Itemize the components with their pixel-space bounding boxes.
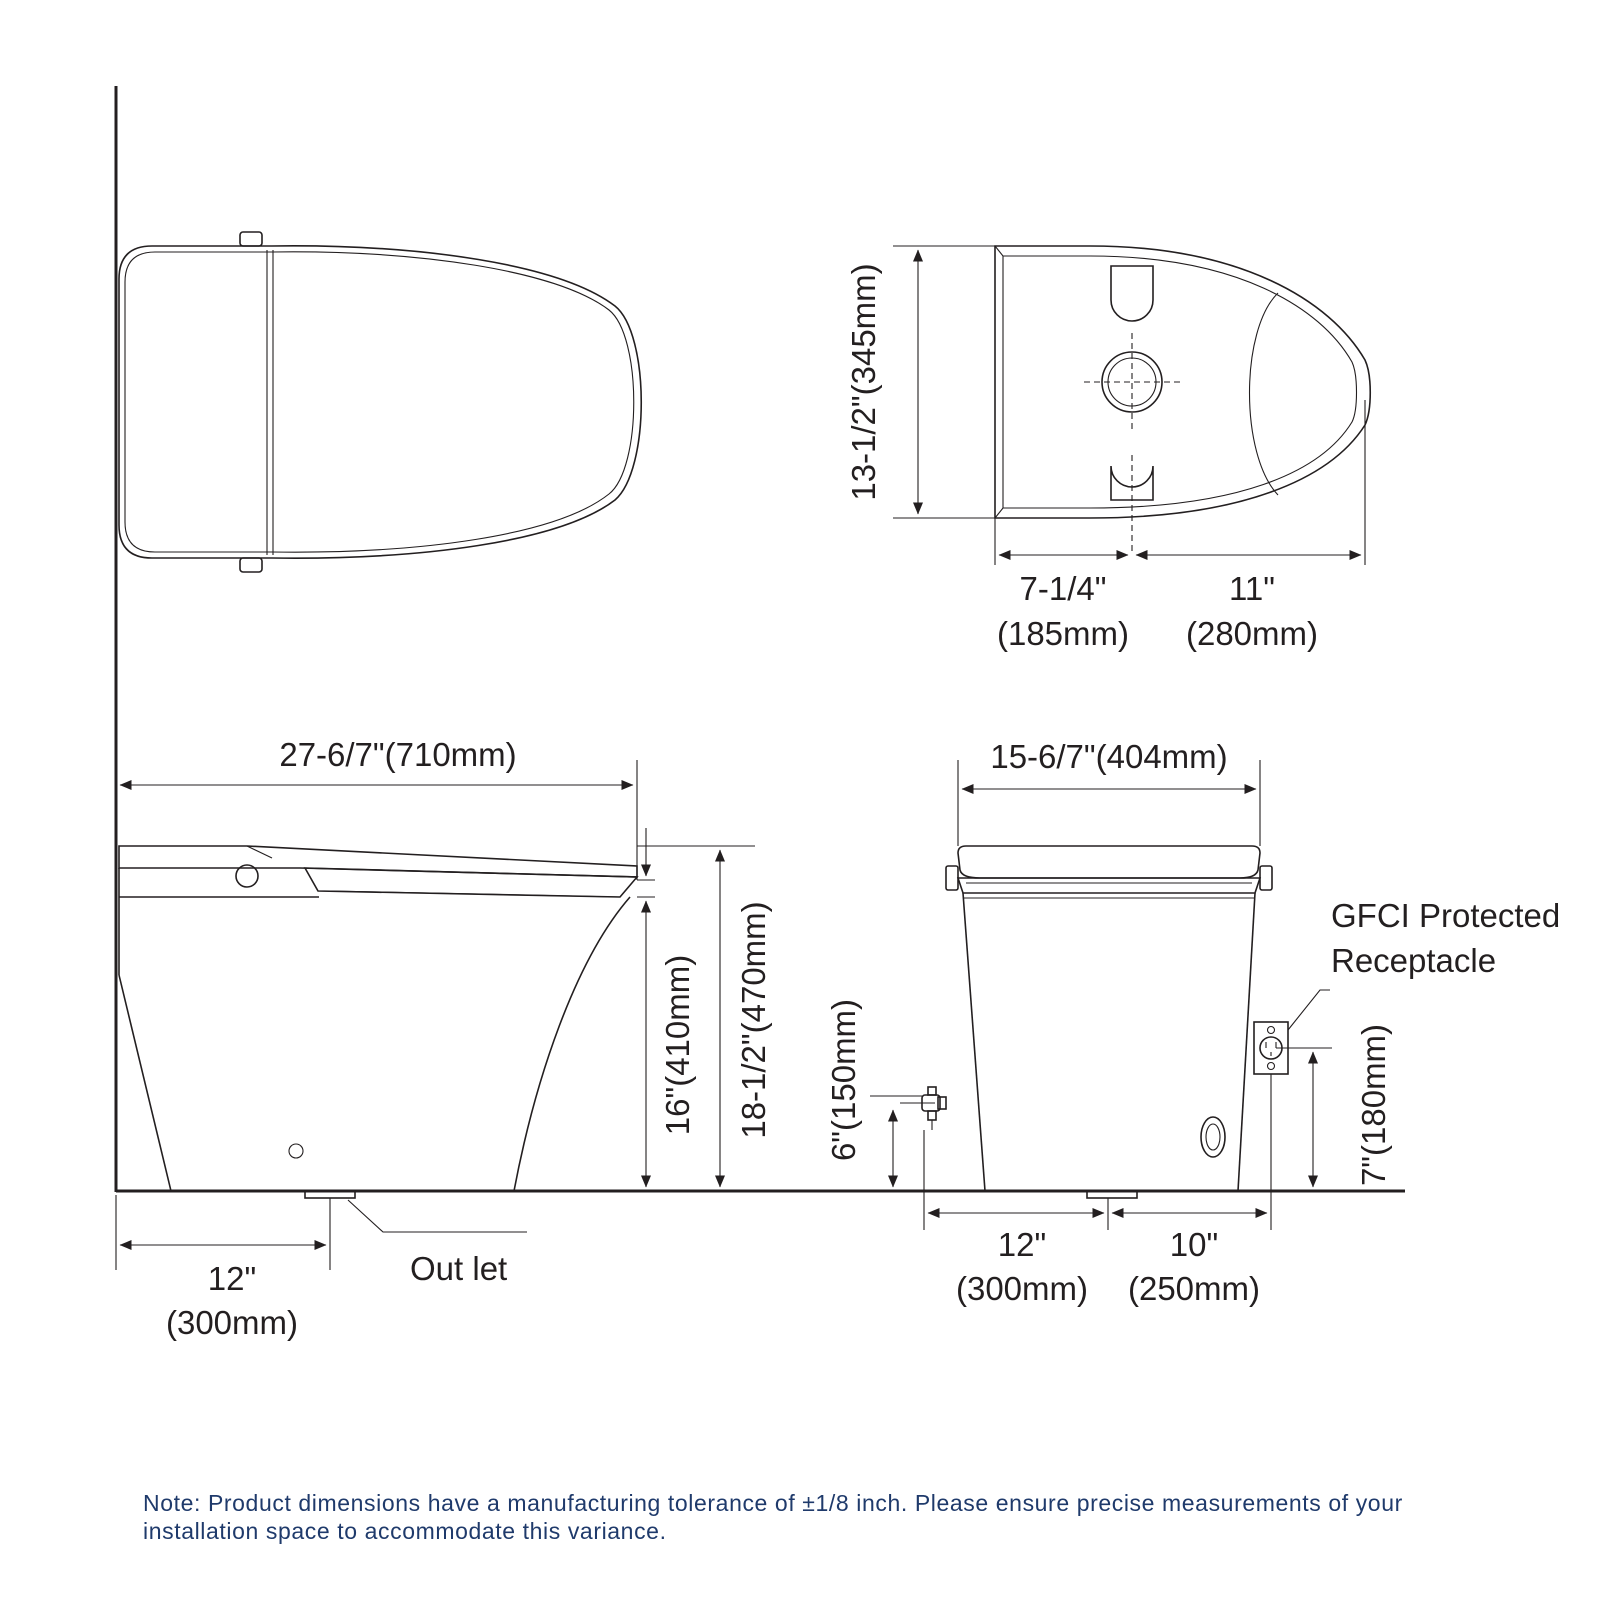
dim-depth-label: 13-1/2"(345mm) — [845, 263, 882, 501]
side-view-toilet — [119, 846, 637, 1198]
dim-water-valve-height-label: 6"(150mm) — [825, 998, 862, 1162]
dim-outlet-to-receptacle-inch: 10" — [1169, 1226, 1219, 1263]
dim-width-label: 15-6/7"(404mm) — [990, 738, 1228, 775]
water-supply-valve — [900, 1087, 946, 1130]
dim-to-center-mm: (185mm) — [996, 615, 1130, 652]
receptacle-label-line2: Receptacle — [1331, 942, 1497, 979]
outlet-label: Out let — [410, 1250, 508, 1287]
top-view-seat-lid — [119, 232, 641, 572]
bottom-footprint-view — [995, 246, 1370, 555]
mounting-slot-bottom — [1111, 466, 1153, 500]
dim-total-height-label: 18-1/2"(470mm) — [735, 901, 772, 1139]
side-button-right — [1260, 866, 1272, 890]
receptacle-label-line1: GFCI Protected — [1331, 897, 1561, 934]
dim-outlet-to-receptacle-mm: (250mm) — [1127, 1270, 1261, 1307]
dim-outlet-distance-inch: 12" — [207, 1260, 257, 1297]
front-view-dimension-lines — [870, 760, 1332, 1230]
side-button-left — [946, 866, 958, 890]
dim-center-to-front-inch: 11" — [1229, 570, 1275, 607]
dim-valve-to-outlet-mm: (300mm) — [955, 1270, 1089, 1307]
mounting-slot-top — [1111, 266, 1153, 321]
dim-length-label: 27-6/7"(710mm) — [279, 736, 517, 773]
side-sensor-dot — [289, 1144, 303, 1158]
flush-button — [1201, 1117, 1225, 1157]
front-view-toilet — [946, 846, 1272, 1198]
dim-seat-height-label: 16"(410mm) — [659, 954, 696, 1136]
tolerance-note: Note: Product dimensions have a manufacturing tolerance of ±1/8 inch. Please ensure precise measurements of your installation space to accommodate this variance. — [143, 1490, 1403, 1544]
hinge-bottom — [240, 558, 262, 572]
dim-outlet-distance-mm: (300mm) — [165, 1304, 299, 1341]
dim-to-center-inch: 7-1/4" — [1019, 570, 1107, 607]
hinge-top — [240, 232, 262, 246]
gfci-receptacle — [1254, 990, 1330, 1074]
dim-center-to-front-mm: (280mm) — [1185, 615, 1319, 652]
dim-receptacle-height-label: 7"(180mm) — [1355, 1023, 1392, 1187]
dim-valve-to-outlet-inch: 12" — [997, 1226, 1047, 1263]
